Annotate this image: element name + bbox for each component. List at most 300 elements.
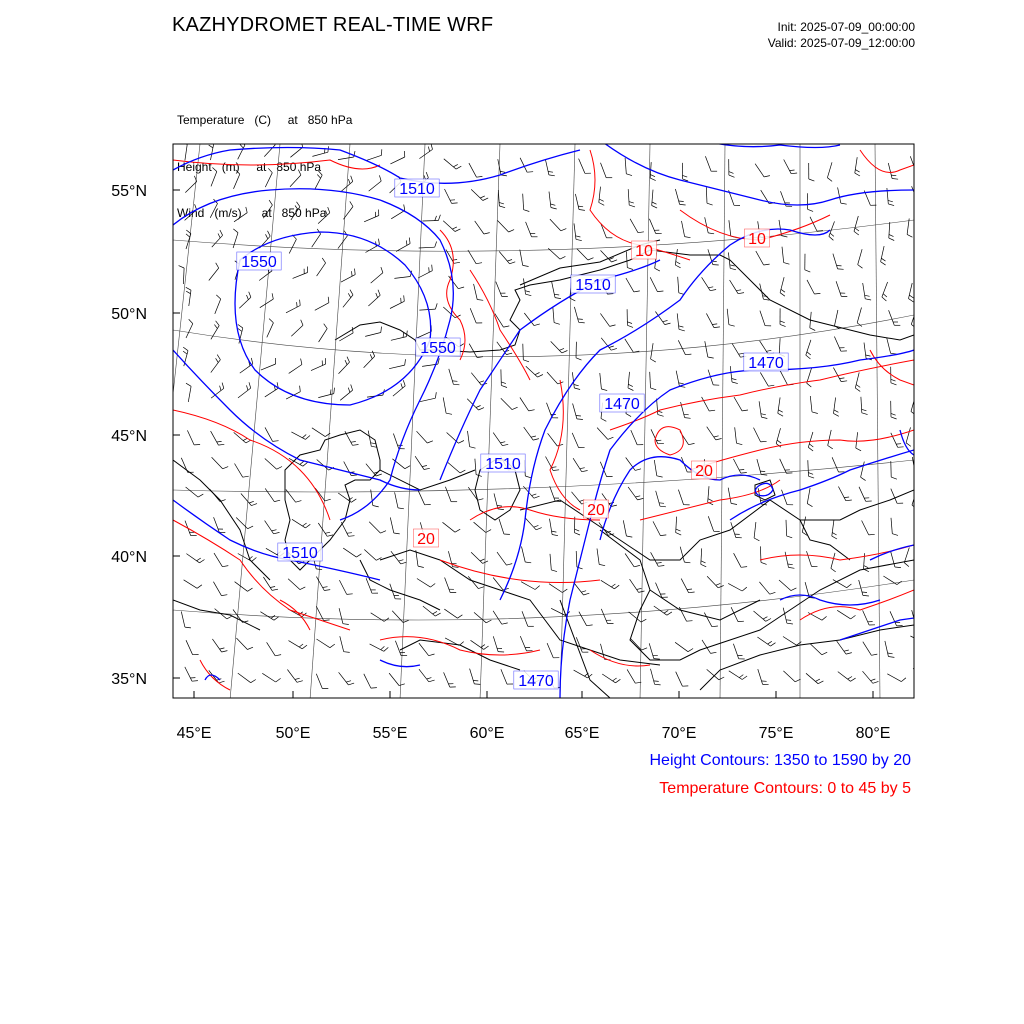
wind-barb-flag (183, 347, 188, 351)
wind-barb-flag (317, 175, 320, 179)
wind-barb-shaft (757, 459, 761, 474)
wind-barb-shaft (364, 356, 375, 368)
wind-barb-shaft (185, 667, 192, 681)
wind-barb-shaft (449, 369, 454, 384)
wind-barb-shaft (573, 404, 577, 419)
wind-barb-flag (347, 533, 352, 534)
wind-barb-flag (274, 617, 279, 621)
wind-barb-shaft (914, 246, 920, 261)
wind-barb-shaft (705, 341, 708, 357)
wind-barb-flag (676, 533, 682, 536)
wind-barb-shaft (705, 217, 709, 233)
wind-barb-shaft (675, 189, 679, 204)
wind-barb-flag (401, 383, 403, 388)
wind-barb-flag (915, 473, 921, 474)
wind-barb-flag (851, 678, 856, 681)
wind-barb-flag (576, 416, 581, 417)
wind-barb-shaft (887, 674, 901, 682)
wind-barb-shaft (260, 299, 274, 308)
wind-barb-shaft (468, 250, 476, 264)
wind-barb-shaft (312, 428, 325, 437)
wind-barb-flag (303, 523, 307, 526)
wind-barb-shaft (184, 580, 198, 589)
wind-barb-flag (882, 297, 887, 301)
wind-barb-flag (195, 204, 197, 210)
wind-barb-flag (221, 595, 227, 596)
wind-barb-flag (403, 620, 409, 622)
field-temperature: Temperature (C) at 850 hPa (177, 113, 353, 127)
wind-barb-flag (272, 293, 273, 299)
wind-barb-flag (808, 209, 814, 211)
wind-barb-flag (269, 200, 272, 205)
wind-barb-flag (580, 468, 585, 469)
wind-barb-shaft (474, 522, 486, 532)
wind-barb-shaft (729, 671, 742, 680)
wind-barb-flag (601, 389, 607, 391)
wind-barb-shaft (678, 277, 679, 293)
height-contour-label: 1510 (282, 545, 318, 562)
wind-barb-shaft (601, 163, 607, 178)
wind-barb-flag (509, 230, 514, 232)
wind-barb-flag (684, 562, 690, 563)
wind-barb-flag (384, 647, 389, 651)
wind-barb-shaft (837, 610, 851, 619)
wind-barb-flag (403, 380, 405, 386)
wind-barb-shaft (391, 337, 407, 341)
wind-barb-shaft (597, 549, 599, 565)
wind-barb-shaft (909, 283, 913, 299)
wind-barb-shaft (366, 464, 376, 476)
wind-barb-flag (428, 147, 429, 152)
wind-barb-shaft (702, 397, 710, 411)
wind-barb-shaft (234, 174, 240, 189)
wind-barb-shaft (470, 669, 475, 684)
wind-barb-shaft (550, 486, 556, 501)
wind-barb-flag (552, 535, 558, 536)
wind-barb-flag (574, 388, 580, 390)
lat-label: 45°N (111, 428, 147, 445)
wind-barb-shaft (315, 303, 329, 311)
wind-barb-flag (739, 353, 744, 354)
wind-barb-flag (275, 655, 281, 656)
wind-barb-flag (844, 497, 849, 498)
wind-barb-flag (405, 466, 410, 469)
wind-barb-shaft (267, 642, 276, 656)
wind-barb-flag (626, 414, 631, 417)
wind-barb-flag (557, 444, 563, 446)
wind-barb-flag (301, 320, 303, 326)
wind-barb-shaft (419, 643, 429, 656)
wind-barb-flag (534, 496, 540, 498)
wind-barb-shaft (343, 295, 353, 307)
lon-label: 65°E (564, 725, 600, 742)
wind-barb-flag (479, 381, 484, 383)
height-contour-label: 1510 (575, 277, 611, 294)
wind-barb-flag (512, 407, 518, 409)
wind-barb-flag (650, 175, 655, 177)
wind-barb-shaft (188, 386, 191, 402)
wind-barb-flag (895, 567, 901, 568)
wind-barb-shaft (215, 299, 221, 314)
wind-barb-flag (780, 324, 786, 326)
wind-barb-flag (925, 582, 929, 585)
wind-barb-shaft (832, 457, 838, 472)
wind-barb-flag (345, 360, 347, 365)
wind-barb-shaft (212, 457, 223, 469)
wind-barb-flag (679, 329, 685, 331)
wind-barb-flag (787, 536, 793, 538)
wind-barb-flag (302, 435, 306, 438)
wind-barb-shaft (625, 339, 634, 353)
wind-barb-flag (778, 410, 782, 412)
wind-barb-flag (864, 569, 869, 572)
wind-barb-flag (629, 205, 635, 207)
wind-barb-shaft (471, 552, 483, 563)
wind-barb-shaft (759, 582, 769, 594)
wind-barb-flag (562, 351, 568, 353)
wind-barb-flag (612, 260, 618, 262)
wind-barb-flag (660, 506, 666, 507)
wind-barb-flag (432, 265, 433, 271)
wind-barb-flag (907, 234, 912, 237)
wind-barb-flag (815, 679, 820, 681)
wind-barb-shaft (233, 233, 238, 248)
wind-barb-shaft (704, 613, 712, 627)
wind-barb-flag (634, 291, 640, 292)
wind-barb-flag (599, 199, 604, 201)
wind-barb-flag (708, 287, 713, 288)
wind-barb-flag (404, 205, 405, 211)
wind-barb-flag (452, 563, 457, 564)
wind-barb-flag (742, 676, 747, 680)
wind-barb-shaft (731, 522, 736, 537)
wind-barb-shaft (265, 488, 274, 501)
wind-barb-flag (247, 385, 248, 390)
wind-barb-shaft (261, 364, 276, 370)
wind-barb-shaft (864, 343, 866, 359)
wind-barb-flag (664, 610, 668, 613)
wind-barb-shaft (626, 278, 634, 292)
wind-barb-shaft (264, 145, 275, 157)
wind-barb-shaft (625, 158, 626, 174)
wind-barb-flag (404, 151, 405, 157)
wind-barb-flag (379, 239, 380, 245)
wind-barb-shaft (186, 324, 193, 338)
wind-barb-flag (609, 346, 614, 348)
wind-barb-flag (863, 595, 869, 596)
wind-barb-shaft (390, 301, 404, 308)
wind-barb-shaft (417, 431, 428, 443)
wind-barb-shaft (263, 577, 272, 590)
wind-barb-flag (470, 447, 476, 449)
wind-barb-flag (866, 355, 871, 356)
wind-barb-flag (433, 611, 437, 614)
wind-barb-flag (525, 562, 531, 563)
wind-barb-shaft (626, 252, 627, 268)
wind-barb-shaft (649, 219, 655, 234)
wind-barb-shaft (757, 637, 770, 646)
wind-barb-flag (217, 441, 222, 442)
wind-barb-shaft (706, 187, 707, 203)
wind-barb-flag (579, 322, 585, 323)
wind-barb-flag (477, 176, 483, 177)
wind-barb-flag (352, 327, 353, 333)
wind-barb-flag (274, 500, 280, 501)
wind-barb-flag (551, 204, 556, 205)
wind-barb-flag (186, 234, 190, 237)
wind-barb-shaft (863, 671, 873, 683)
wind-barb-shaft (780, 371, 787, 385)
wind-barb-shaft (393, 386, 405, 396)
wind-barb-flag (555, 298, 561, 299)
lat-label: 40°N (111, 549, 147, 566)
wind-barb-shaft (288, 579, 300, 590)
wind-barb-shaft (443, 221, 455, 232)
wind-barb-flag (409, 238, 410, 244)
wind-barb-shaft (393, 434, 398, 449)
wind-barb-shaft (340, 636, 344, 652)
temperature-contour-label: 20 (417, 531, 435, 548)
wind-barb-flag (240, 144, 243, 148)
wind-barb-shaft (916, 516, 919, 532)
wind-barb-flag (435, 392, 436, 398)
wind-barb-shaft (650, 277, 657, 291)
wind-barb-flag (864, 566, 869, 568)
wind-barb-flag (503, 326, 509, 327)
wind-barb-flag (297, 681, 303, 683)
temperature-contour-label: 10 (635, 243, 653, 260)
wind-barb-shaft (364, 216, 379, 222)
wind-barb-flag (223, 467, 229, 469)
wind-barb-flag (873, 681, 879, 683)
wind-barb-flag (601, 419, 606, 422)
wind-barb-flag (438, 215, 440, 221)
wind-barb-flag (881, 258, 885, 261)
wind-barb-shaft (262, 673, 275, 682)
wind-barb-flag (318, 171, 322, 176)
wind-barb-flag (891, 383, 897, 385)
wind-barb-flag (809, 476, 815, 478)
wind-barb-flag (658, 443, 664, 444)
wind-barb-flag (729, 325, 735, 327)
wind-barb-shaft (209, 670, 219, 683)
wind-barb-flag (657, 291, 663, 292)
wind-barb-flag (243, 476, 249, 477)
wind-barb-shaft (863, 283, 866, 299)
wind-barb-shaft (599, 187, 601, 203)
wind-barb-shaft (838, 487, 845, 501)
wind-barb-flag (270, 587, 275, 588)
wind-barb-shaft (187, 430, 194, 445)
wind-barb-flag (610, 325, 616, 327)
wind-barb-flag (325, 532, 330, 533)
wind-barb-shaft (371, 273, 383, 283)
wind-barb-flag (429, 267, 430, 272)
wind-barb-shaft (238, 145, 245, 159)
wind-barb-flag (869, 534, 875, 535)
wind-barb-flag (861, 477, 866, 480)
wind-barb-flag (665, 323, 671, 325)
wind-barb-flag (370, 354, 372, 359)
wind-barb-shaft (682, 221, 685, 237)
wind-barb-shaft (579, 159, 585, 174)
wind-barb-flag (435, 242, 437, 248)
wind-barb-flag (732, 379, 737, 380)
wind-barb-flag (608, 437, 614, 439)
wind-barb-flag (865, 299, 871, 300)
wind-barb-flag (889, 238, 894, 241)
wind-barb-shaft (681, 579, 688, 593)
wind-barb-flag (248, 526, 253, 529)
wind-barb-flag (476, 263, 482, 264)
wind-barb-flag (761, 475, 767, 476)
wind-barb-flag (576, 239, 582, 240)
wind-barb-shaft (369, 522, 380, 533)
wind-barb-flag (688, 649, 693, 652)
height-contour-label: 1470 (748, 355, 784, 372)
wind-barb-flag (810, 328, 815, 331)
wind-barb-flag (809, 179, 815, 181)
wind-barb-flag (371, 443, 376, 444)
lon-label: 45°E (176, 725, 212, 742)
country-boundaries (173, 240, 914, 698)
wind-barb-flag (925, 639, 929, 643)
wind-barb-flag (881, 262, 886, 265)
wind-barb-flag (216, 295, 220, 299)
wind-barb-shaft (318, 394, 334, 398)
wind-barb-shaft (706, 313, 714, 327)
wind-barb-flag (452, 227, 457, 229)
wind-barb-shaft (236, 638, 247, 650)
wind-barb-shaft (211, 360, 221, 373)
wind-barb-flag (192, 681, 198, 682)
wind-barb-flag (399, 560, 404, 561)
wind-barb-flag (218, 444, 224, 445)
wind-barb-shaft (779, 220, 782, 236)
wind-barb-shaft (496, 282, 502, 297)
wind-barb-flag (770, 592, 776, 594)
wind-barb-flag (729, 172, 734, 174)
wind-barb-flag (381, 531, 387, 533)
wind-barb-shaft (445, 189, 452, 203)
wind-barb-shaft (475, 459, 476, 475)
wind-barb-shaft (468, 431, 470, 447)
height-contour-label: 1470 (518, 673, 554, 690)
wind-barb-flag (247, 295, 249, 300)
wind-barb-shaft (501, 669, 507, 684)
wind-barb-flag (426, 172, 428, 178)
wind-barb-shaft (828, 430, 832, 446)
wind-barb-flag (536, 528, 542, 530)
wind-barb-flag (812, 412, 818, 414)
lon-label: 55°E (372, 725, 408, 742)
wind-barb-shaft (235, 464, 243, 478)
wind-barb-shaft (601, 609, 607, 624)
wind-barb-shaft (341, 522, 348, 536)
wind-barb-flag (325, 433, 330, 436)
wind-barb-shaft (368, 431, 371, 447)
wind-barb-flag (763, 299, 769, 300)
wind-barb-shaft (369, 181, 382, 191)
wind-barb-shaft (623, 520, 626, 536)
wind-barb-flag (330, 390, 331, 395)
wind-barb-shaft (864, 553, 865, 569)
wind-barb-flag (628, 384, 632, 386)
temperature-contours (173, 150, 914, 690)
wind-barb-flag (657, 476, 663, 477)
wind-barb-flag (909, 295, 913, 298)
wind-barb-shaft (678, 490, 683, 505)
wind-barb-shaft (890, 611, 897, 626)
wind-barb-flag (841, 203, 847, 204)
wind-barb-flag (523, 265, 529, 266)
wind-barb-flag (529, 410, 535, 411)
wind-barb-flag (353, 445, 359, 446)
wind-barb-flag (502, 444, 508, 445)
wind-barb-flag (764, 264, 770, 265)
height-contours (173, 140, 914, 698)
wind-barb-flag (856, 448, 861, 451)
wind-barb-shaft (885, 641, 889, 657)
wind-barb-shaft (213, 582, 221, 596)
wind-barb-flag (510, 262, 516, 264)
wind-barb-shaft (707, 669, 719, 679)
temperature-contour-label: 10 (748, 231, 766, 248)
wind-barb-flag (252, 558, 257, 562)
wind-barb-shaft (212, 639, 221, 652)
wind-barb-flag (892, 534, 898, 536)
wind-barb-shaft (701, 548, 702, 564)
wind-barb-shaft (601, 223, 607, 238)
wind-barb-shaft (183, 268, 184, 284)
wind-barb-flag (627, 268, 633, 270)
wind-barb-shaft (471, 373, 481, 385)
wind-barb-flag (297, 202, 300, 207)
wind-barb-shaft (650, 372, 651, 388)
wind-barb-shaft (265, 459, 277, 470)
wind-barb-shaft (888, 163, 892, 179)
wind-barb-shaft (807, 280, 814, 294)
wind-barb-shaft (834, 337, 841, 352)
wind-barb-flag (486, 620, 491, 623)
wind-barb-shaft (754, 611, 766, 621)
wind-barb-shaft (889, 222, 890, 238)
wind-barb-shaft (444, 159, 456, 169)
wind-barb-flag (777, 440, 781, 443)
wind-barb-shaft (526, 222, 532, 237)
wind-barb-shaft (783, 671, 795, 682)
wind-barb-flag (427, 441, 433, 443)
map-title: KAZHYDROMET REAL-TIME WRF (172, 14, 494, 36)
wind-barb-flag (782, 236, 788, 237)
wind-barb-shaft (389, 673, 399, 686)
wind-barb-flag (222, 651, 228, 652)
wind-barb-flag (347, 594, 353, 595)
wind-barb-shaft (760, 341, 769, 355)
longitude-labels (177, 725, 891, 742)
wind-barb-flag (768, 385, 774, 386)
wind-barb-shaft (675, 642, 688, 651)
wind-barb-flag (474, 684, 480, 685)
wind-barb-flag (499, 202, 504, 204)
lon-label: 80°E (855, 725, 891, 742)
wind-barb-shaft (419, 669, 429, 682)
wind-barb-shaft (676, 517, 677, 533)
wind-barb-flag (497, 506, 502, 507)
wind-barb-flag (714, 327, 720, 328)
wind-barb-flag (347, 357, 350, 362)
wind-barb-shaft (475, 221, 484, 234)
